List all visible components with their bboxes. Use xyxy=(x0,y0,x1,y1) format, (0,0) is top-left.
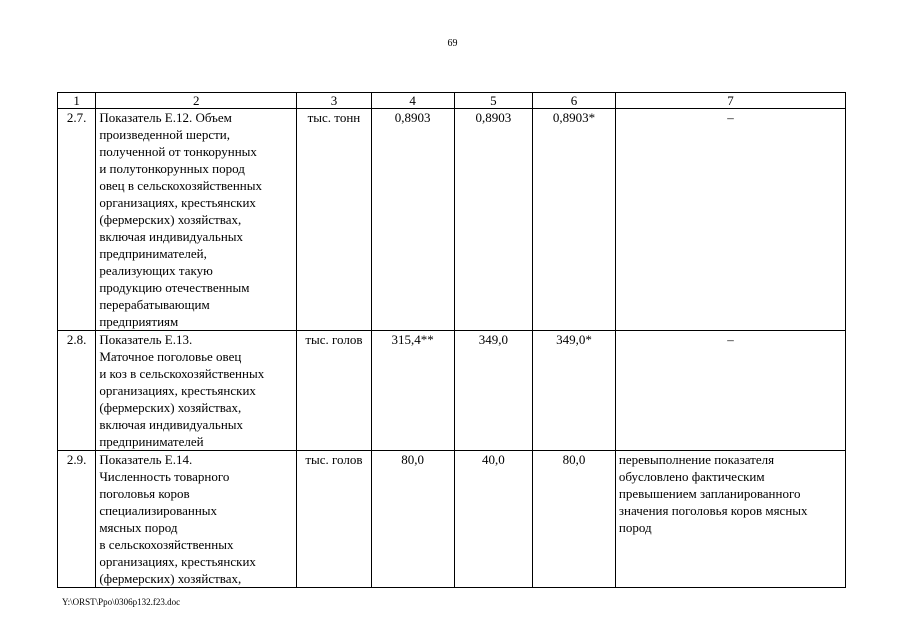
note-cell: – xyxy=(615,109,845,331)
column-header: 3 xyxy=(297,93,372,109)
unit-cell: тыс. голов xyxy=(297,331,372,451)
table-row xyxy=(58,109,846,331)
column-header: 5 xyxy=(454,93,533,109)
value-cell: 349,0* xyxy=(533,331,616,451)
file-path-footer: Y:\ORST\Ppo\0306p132.f23.doc xyxy=(62,597,181,607)
table-row xyxy=(58,331,846,451)
column-header: 6 xyxy=(533,93,616,109)
unit-cell: тыс. голов xyxy=(297,451,372,588)
value-cell: 40,0 xyxy=(454,451,533,588)
value-cell: 349,0 xyxy=(454,331,533,451)
row-number: 2.8. xyxy=(58,331,96,451)
value-cell: 0,8903 xyxy=(454,109,533,331)
indicator-description: Показатель Е.14. Численность товарного поголовья коров специализированных мясных пород в сельскохозяйственных организациях, крестьянских (фермерских) хозяйствах, xyxy=(96,451,297,588)
value-cell: 0,8903 xyxy=(371,109,454,331)
row-number: 2.9. xyxy=(58,451,96,588)
column-header: 2 xyxy=(96,93,297,109)
indicator-table xyxy=(57,92,846,588)
indicator-description: Показатель Е.12. Объем произведенной шерсти, полученной от тонкорунных и полутонкорунных пород овец в сельскохозяйственных организациях, крестьянских (фермерских) хозяйствах, включая индивидуальных предпринимателей, реализующих такую продукцию отечественным перерабатывающим предприятиям xyxy=(96,109,297,331)
row-number: 2.7. xyxy=(58,109,96,331)
column-header: 4 xyxy=(371,93,454,109)
note-cell: – xyxy=(615,331,845,451)
page-number: 69 xyxy=(447,38,458,49)
value-cell: 80,0 xyxy=(533,451,616,588)
unit-cell: тыс. тонн xyxy=(297,109,372,331)
value-cell: 315,4** xyxy=(371,331,454,451)
indicator-description: Показатель Е.13. Маточное поголовье овец и коз в сельскохозяйственных организациях, крестьянских (фермерских) хозяйствах, включая индивидуальных предпринимателей xyxy=(96,331,297,451)
column-header: 7 xyxy=(615,93,845,109)
note-cell: перевыполнение показателя обусловлено фактическим превышением запланированного значения поголовья коров мясных пород xyxy=(615,451,845,588)
value-cell: 0,8903* xyxy=(533,109,616,331)
table-header-row xyxy=(58,93,846,109)
table-row xyxy=(58,451,846,588)
value-cell: 80,0 xyxy=(371,451,454,588)
column-header: 1 xyxy=(58,93,96,109)
